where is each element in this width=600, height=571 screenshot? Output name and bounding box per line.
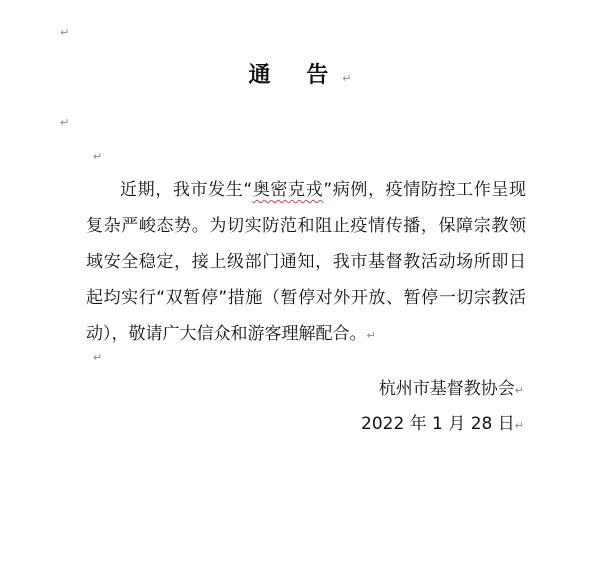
notice-body [86,172,526,354]
signature-date: 2022 年 1 月 28 日 [361,414,515,434]
paragraph-mark-icon: ↵ [514,419,524,432]
body-text-part1: 近期，我市发生“ [120,180,253,200]
paragraph-mark-icon: ↵ [366,329,376,342]
signature-organization-line [379,377,524,403]
paragraph-mark-icon: ↵ [93,150,103,163]
signature-date-line [361,412,524,438]
paragraph-mark-icon: ↵ [342,72,352,85]
paragraph-mark-icon: ↵ [514,384,524,397]
signature-organization: 杭州市基督教协会 [378,379,515,399]
body-text-part2: ”病例，疫情防控工作呈现复杂严峻态势。为切实防范和阻止疫情传播，保障宗教领域安全稳定，接上级部门通知，我市基督教活动场所即日起均实行“双暂停”措施（暂停对外开放、暂停一切宗教活动），敬请广大信众和游客理解配合。 [86,180,526,344]
paragraph-mark-icon: ↵ [60,116,70,129]
document-title [0,60,600,95]
paragraph-mark-icon: ↵ [93,351,103,364]
title-text: 通 告 [248,63,343,88]
paragraph-mark-icon: ↵ [60,26,70,39]
spellcheck-flagged-word: 奥密克戎 [252,180,324,200]
